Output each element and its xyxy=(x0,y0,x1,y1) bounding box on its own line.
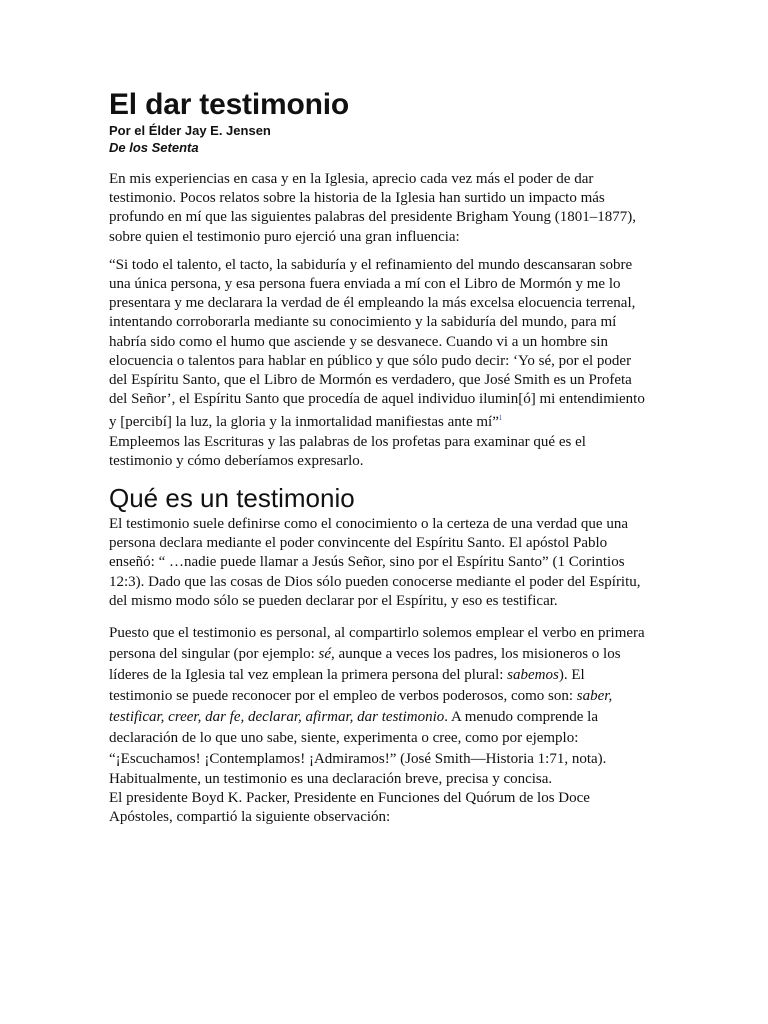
p2-text-c: ). El testimonio se puede reconocer por el empleo de verbos poderosos, como son: xyxy=(109,667,585,705)
quote-text: “Si todo el talento, el tacto, la sabiduría y el refinamiento del mundo descansaran sobre una única persona, y esa persona fuera enviada a mí con el Libro de Mormón y me lo presentara y me declarara la verdad de él empleando la más excelsa elocuencia terrenal, intentando corroborarla mediante su conocimiento y la sabiduría del mundo, para mí habría sido como el humo que asciende y se desvanece. Cuando vi a un hombre sin elocuencia o talentos para hablar en público y que sólo pudo decir: ‘Yo sé, por el poder del Espíritu Santo, que el Libro de Mormón es verdadero, que José Smith es un Profeta del Señor’, el Espíritu Santo que procedía de aquel individuo ilumin[ó] mi entendimiento y [percibí] la luz, la gloria y la inmortalidad manifiestas ante mí” xyxy=(109,256,645,431)
footnote-link[interactable]: 1 xyxy=(498,414,503,423)
definition-paragraph: El testimonio suele definirse como el conocimiento o la certeza de una verdad que una persona declara mediante el poder convincente del Espíritu Santo. El apóstol Pablo enseñó: “ …nadie puede llamar a Jesús Señor, sino por el Espíritu Santo” (1 Corintios 12:3). Dado que las cosas de Dios sólo pueden conocerse mediante el poder del Espíritu, del mismo modo sólo se pueden declarar por el Espíritu, y eso es testificar. xyxy=(109,516,641,609)
p2-text-d: . A menudo comprende la declaración de lo que uno sabe, siente, experimenta o cree, como por ejemplo: “¡Escuchamos! ¡Contemplamos! ¡Admiramos!” (José Smith—Historia 1:71, nota). xyxy=(109,709,607,768)
transition-paragraph: Empleemos las Escrituras y las palabras de los profetas para examinar qué es el testimonio y cómo deberíamos expresarlo. xyxy=(109,433,586,469)
p2-text-b: , aunque a veces los padres, los misioneros o los líderes de la Iglesia tal vez emplean la primera persona del plural: xyxy=(109,646,621,684)
packer-paragraph: El presidente Boyd K. Packer, Presidente en Funciones del Quórum de los Doce Apóstoles, compartió la siguiente observación: xyxy=(109,790,590,826)
personal-testimony-paragraph xyxy=(109,623,649,770)
p2-word-se: sé xyxy=(318,646,332,663)
p2-verbs: saber, testificar, creer, dar fe, declarar, afirmar, dar testimonio xyxy=(109,688,613,726)
article-title: El dar testimonio xyxy=(109,88,349,121)
article-author: Por el Élder Jay E. Jensen xyxy=(109,123,271,138)
article-author-role: De los Setenta xyxy=(109,140,199,155)
quote-paragraph xyxy=(109,256,649,433)
document-page xyxy=(109,88,649,827)
p2-text-a: Puesto que el testimonio es personal, al compartirlo solemos emplear el verbo en primera persona del singular (por ejemplo: xyxy=(109,625,645,663)
p2-word-sabemos: sabemos xyxy=(507,667,559,684)
section-heading: Qué es un testimonio xyxy=(109,483,355,514)
intro-paragraph: En mis experiencias en casa y en la Iglesia, aprecio cada vez más el poder de dar testimonio. Pocos relatos sobre la historia de la Iglesia han surtido un impacto más profundo en mí que las siguientes palabras del presidente Brigham Young (1801–1877), sobre quien el testimonio puro ejerció una gran influencia: xyxy=(109,171,636,245)
brevity-paragraph: Habitualmente, un testimonio es una declaración breve, precisa y concisa. xyxy=(109,771,553,788)
